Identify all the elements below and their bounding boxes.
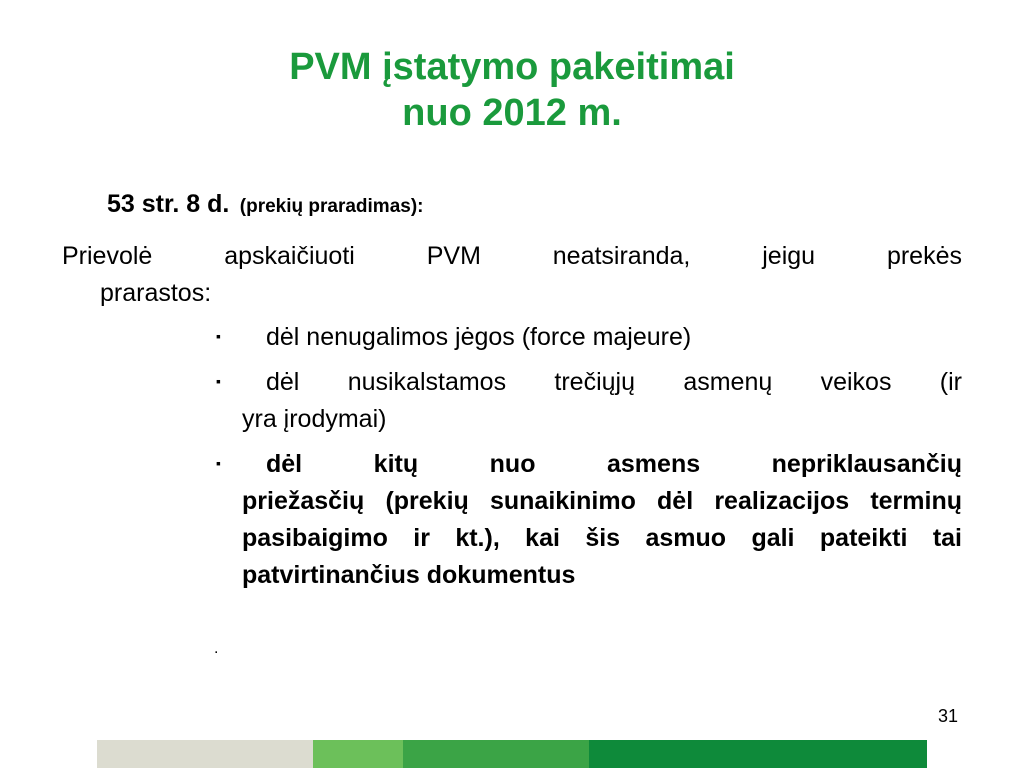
footer-segment-light-green — [313, 740, 403, 768]
list-item — [216, 318, 962, 356]
footer-segment-grey — [97, 740, 313, 768]
footer-segment-green — [403, 740, 589, 768]
article-number-dot: . — [222, 190, 230, 218]
article-number: 53 str. 8 d — [107, 190, 223, 218]
page-number: 31 — [938, 706, 959, 726]
title-line-1: PVM įstatymo pakeitimai — [289, 46, 735, 88]
intro-paragraph — [62, 238, 962, 312]
square-bullet-icon: ▪ — [216, 373, 221, 389]
square-bullet-icon: ▪ — [216, 328, 221, 344]
slide-title — [0, 44, 1024, 136]
list-item-text-first: dėl nusikalstamos trečiųjų asmenų veikos (ir — [266, 368, 962, 396]
intro-line-1: Prievolė apskaičiuoti PVM neatsiranda, jeigu prekės — [62, 242, 962, 270]
trailing-dot: . — [214, 640, 219, 657]
list-item-text-first: dėl nenugalimos jėgos (force majeure) — [266, 323, 692, 351]
footer-color-bar — [97, 740, 927, 768]
footer-segment-dark-green — [589, 740, 927, 768]
list-item — [216, 445, 962, 594]
list-item-text-first: dėl kitų nuo asmens nepriklausančių — [266, 450, 962, 478]
list-item-text-rest: yra įrodymai) — [242, 405, 387, 433]
title-line-2: nuo 2012 m. — [402, 92, 622, 134]
square-bullet-icon: ▪ — [216, 455, 221, 471]
list-item — [216, 363, 962, 438]
article-topic: (prekių praradimas): — [239, 196, 424, 217]
conditions-list — [216, 318, 962, 601]
list-item-text-rest: priežasčių (prekių sunaikinimo dėl realizacijos terminų pasibaigimo ir kt.), kai šis asmuo gali pateikti tai patvirtinančius dokumentus — [242, 487, 962, 589]
article-reference — [107, 190, 424, 219]
intro-line-2: prarastos: — [100, 279, 212, 307]
